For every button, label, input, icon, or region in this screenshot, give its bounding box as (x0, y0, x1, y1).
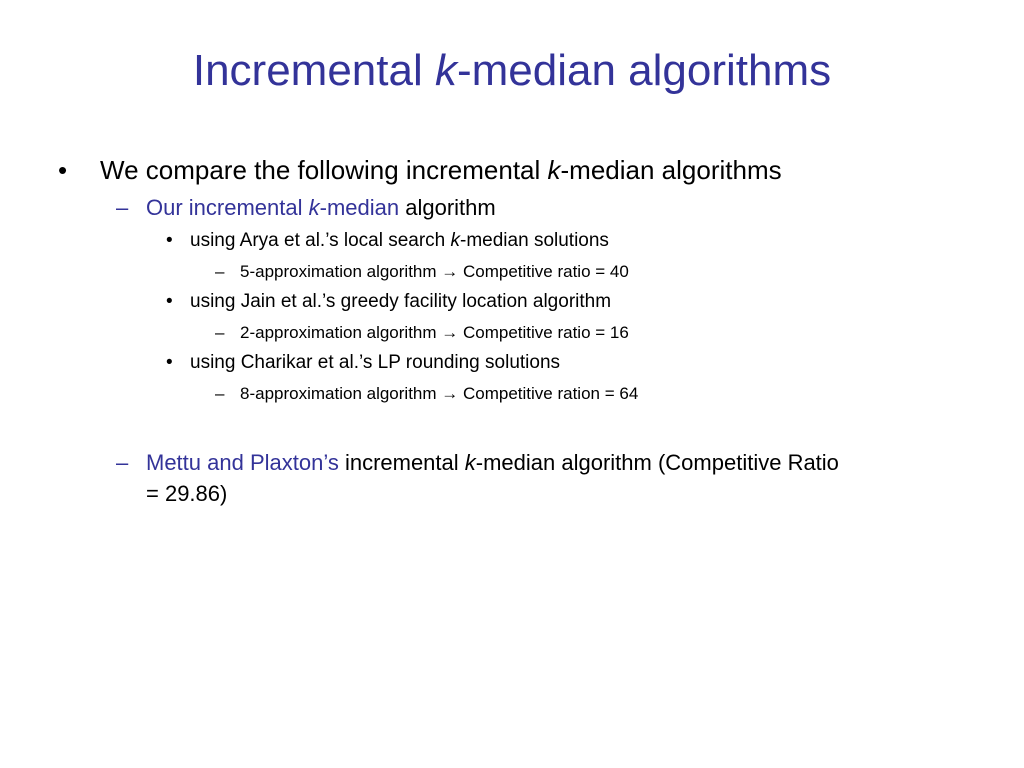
dash-marker: – (215, 323, 225, 342)
arya-sub-item: 5-approximation algorithm → Competitive ratio = 40 (240, 262, 629, 281)
mettu-plaxton-item-continued: = 29.86) (146, 481, 228, 506)
dash-marker: – (116, 450, 129, 475)
jain-sub-item: 2-approximation algorithm → Competitive ratio = 16 (240, 323, 629, 342)
bullet-marker: • (166, 291, 173, 312)
mettu-plaxton-item: Mettu and Plaxton’s incremental k-median algorithm (Competitive Ratio (146, 450, 839, 475)
dash-marker: – (116, 195, 129, 220)
jain-item: using Jain et al.’s greedy facility location algorithm (190, 291, 612, 312)
charikar-sub-item: 8-approximation algorithm → Competitive ration = 64 (240, 384, 639, 403)
charikar-item: using Charikar et al.’s LP rounding solutions (190, 352, 561, 373)
dash-marker: – (215, 384, 225, 403)
bullet-marker: • (166, 230, 173, 251)
bullet-marker: • (58, 155, 68, 185)
intro-bullet-text: We compare the following incremental k-median algorithms (100, 155, 782, 185)
slide-title: Incremental k-median algorithms (192, 46, 832, 95)
bullet-marker: • (166, 352, 173, 373)
our-algorithm-item: Our incremental k-median algorithm (146, 195, 496, 220)
dash-marker: – (215, 262, 225, 281)
arya-item: using Arya et al.’s local search k-median solutions (190, 230, 609, 251)
